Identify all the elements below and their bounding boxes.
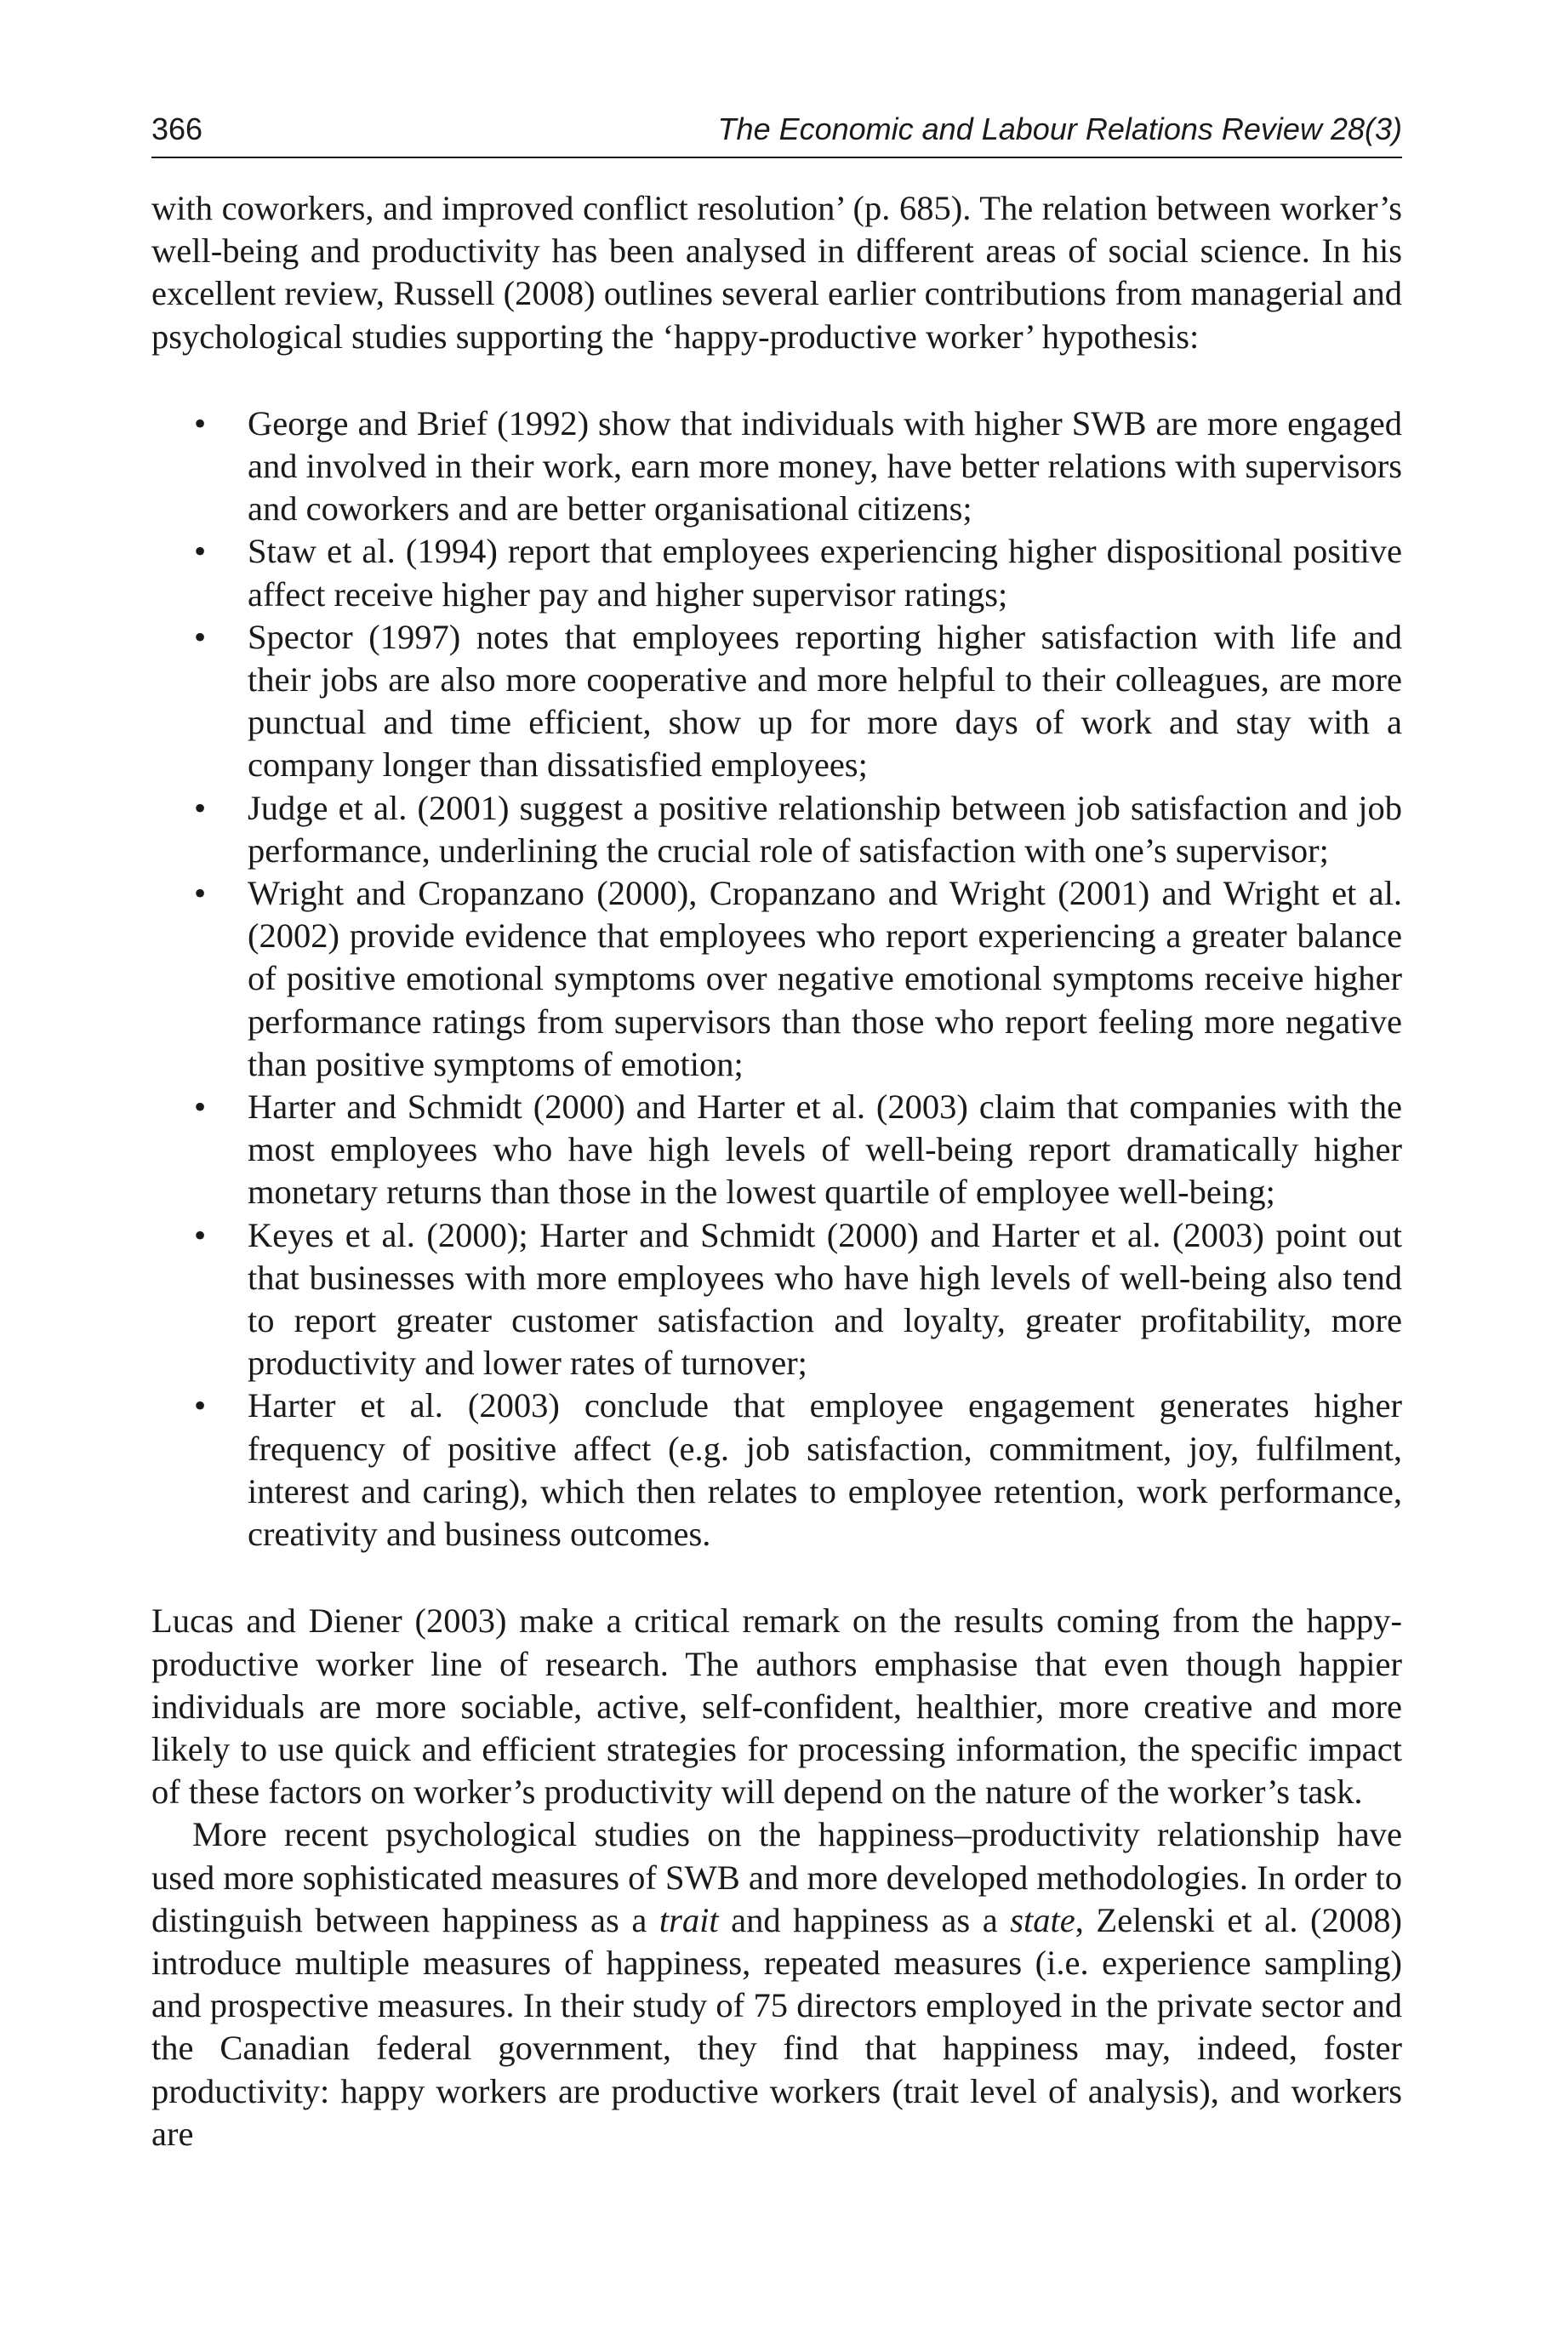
journal-title: The Economic and Labour Relations Review 28(3) (717, 111, 1402, 146)
running-header (151, 111, 1402, 158)
bullet-marker: • (194, 788, 207, 827)
bullet-marker: • (194, 874, 207, 913)
page-number: 366 (151, 111, 203, 146)
emphasis-trait: trait (659, 1900, 719, 1939)
emphasis-state: state (1010, 1900, 1075, 1939)
list-item (151, 1214, 1402, 1385)
list-item-text: Spector (1997) notes that employees reporting higher satisfaction with life and their jobs are also more cooperative and more helpful to their colleagues, are more punctual and time efficient, show up for more days of work and stay with a company longer than dissatisfied employees; (248, 617, 1402, 785)
list-item (151, 787, 1402, 872)
paragraph-text: and happiness as a (718, 1900, 1011, 1939)
findings-list (151, 402, 1402, 1556)
bullet-marker: • (194, 1386, 207, 1425)
paragraph-text: , Zelenski et al. (2008) introduce multiple measures of happiness, repeated measures (i.e. experience sampling) and prospective measures. In their study of 75 directors employed in the private sector and the Canadian federal government, they find that happiness may, indeed, foster productivity: happy workers are productive workers (trait level of analysis), and workers are (151, 1900, 1402, 2153)
bullet-marker: • (194, 617, 207, 656)
list-item-text: Staw et al. (1994) report that employees experiencing higher dispositional positive affect receive higher pay and higher supervisor ratings; (248, 532, 1402, 614)
list-item (151, 1086, 1402, 1214)
list-item-text: Keyes et al. (2000); Harter and Schmidt (2000) and Harter et al. (2003) point out that businesses with more employees who have high levels of well-being also tend to report greater customer satisfaction and loyalty, greater profitability, more productivity and lower rates of turnover; (248, 1215, 1402, 1383)
bullet-marker: • (194, 1215, 207, 1254)
bullet-marker: • (194, 532, 207, 571)
document-page (151, 111, 1402, 2155)
paragraph-text: More recent psychological studies on the happiness–productivity relationship have used more sophisticated measures of SWB and more developed methodologies. In order to distinguish between happiness as a (151, 1815, 1403, 1939)
bullet-marker: • (194, 403, 207, 442)
list-item (151, 402, 1402, 531)
list-item-text: Harter et al. (2003) conclude that employee engagement generates higher frequency of positive affect (e.g. job satisfaction, commitment, joy, fulfilment, interest and caring), which then relates to employee retention, work performance, creativity and business outcomes. (248, 1386, 1402, 1554)
list-item (151, 530, 1402, 615)
paragraph-lucas-diener: Lucas and Diener (2003) make a critical remark on the results coming from the happy-productive worker line of research. The authors emphasise that even though happier individuals are more sociable, active, self-confident, healthier, more creative and more likely to use quick and efficient strategies for processing information, the specific impact of these factors on worker’s productivity will depend on the nature of the worker’s task. (151, 1601, 1402, 1812)
list-item-text: Wright and Cropanzano (2000), Cropanzano and Wright (2001) and Wright et al. (2002) provide evidence that employees who report experiencing a greater balance of positive emotional symptoms over negative emotional symptoms receive higher performance ratings from supervisors than those who report feeling more negative than positive symptoms of emotion; (248, 874, 1402, 1083)
list-item-text: Harter and Schmidt (2000) and Harter et al. (2003) claim that companies with the most employees who have high levels of well-being report dramatically higher monetary returns than those in the lowest quartile of employee well-being; (248, 1088, 1402, 1212)
paragraph-intro: with coworkers, and improved conflict resolution’ (p. 685). The relation between worker’s well-being and productivity has been analysed in different areas of social science. In his excellent review, Russell (2008) outlines several earlier contributions from managerial and psychological studies supporting the ‘happy-productive worker’ hypothesis: (151, 189, 1402, 356)
list-item (151, 616, 1402, 787)
bullet-marker: • (194, 1088, 207, 1127)
list-item-text: Judge et al. (2001) suggest a positive relationship between job satisfaction and job performance, underlining the crucial role of satisfaction with one’s supervisor; (248, 788, 1402, 870)
body-text (151, 187, 1402, 2155)
list-item (151, 872, 1402, 1086)
list-item-text: George and Brief (1992) show that individuals with higher SWB are more engaged and involved in their work, earn more money, have better relations with supervisors and coworkers and are better organisational citizens; (248, 403, 1402, 528)
paragraph-recent-studies (151, 1813, 1402, 2155)
list-item (151, 1384, 1402, 1556)
